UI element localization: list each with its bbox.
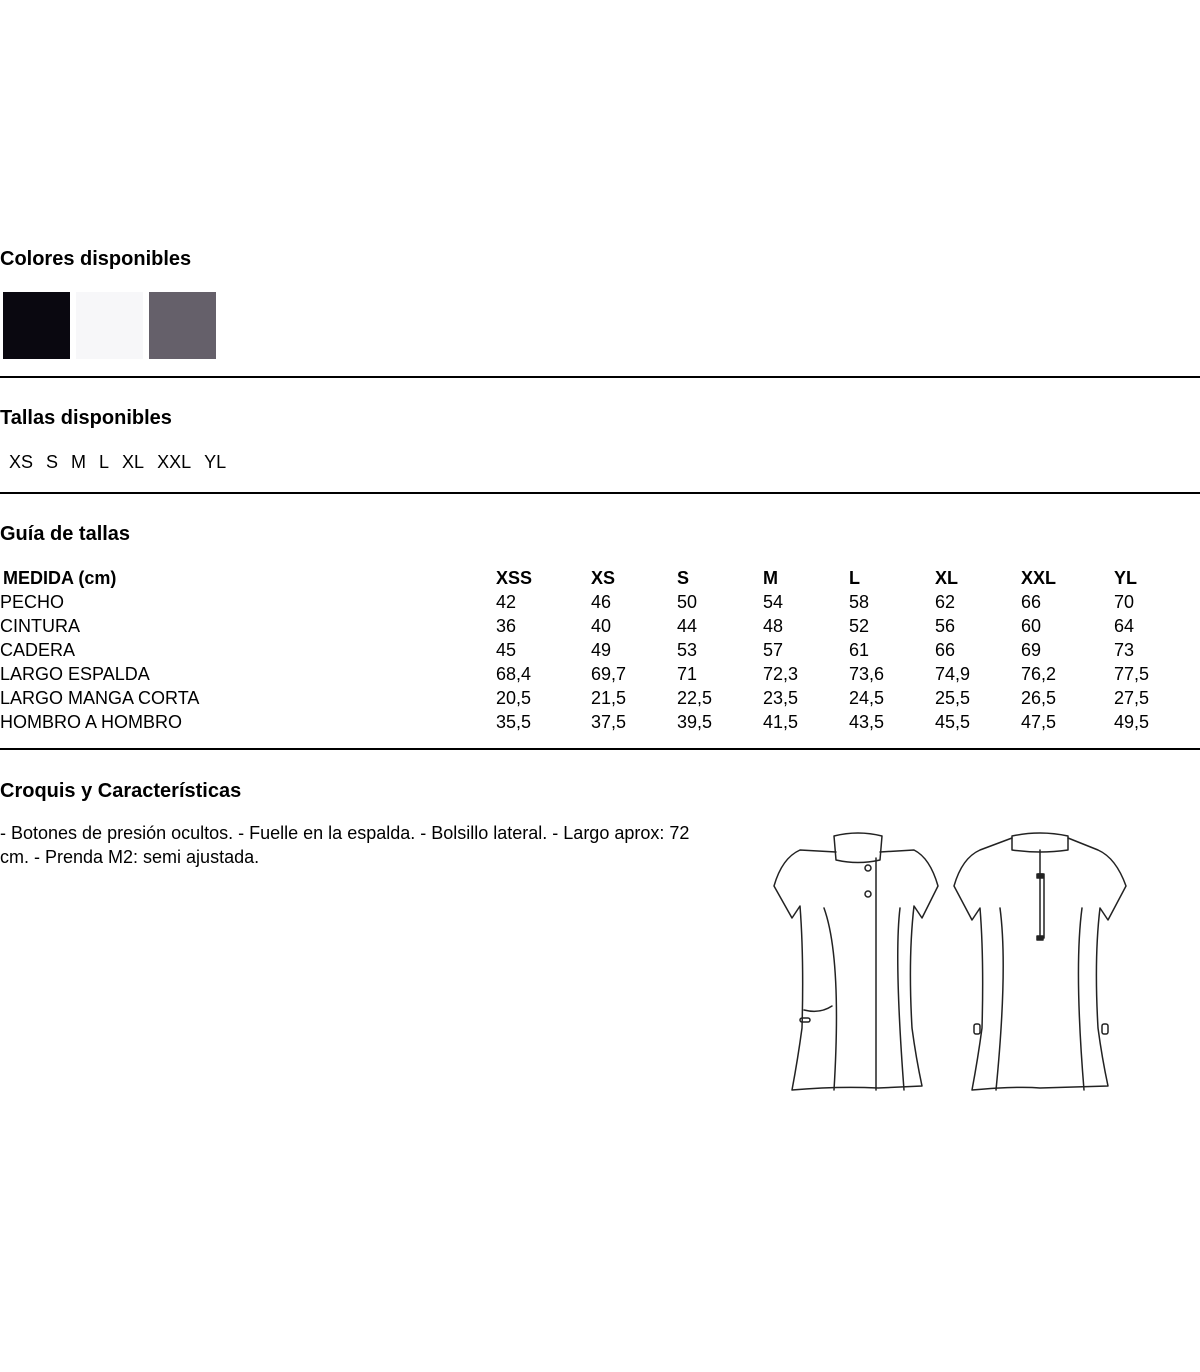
size-option[interactable]: YL <box>204 452 227 472</box>
color-swatches <box>3 292 222 359</box>
colors-title: Colores disponibles <box>0 248 192 270</box>
header-cell: XL <box>935 567 959 588</box>
table-cell: 69 <box>1021 639 1042 660</box>
table-cell: 76,2 <box>1021 663 1057 684</box>
header-cell: XSS <box>496 567 533 588</box>
table-cell: 58 <box>849 591 870 612</box>
table-cell: 70 <box>1114 591 1135 612</box>
table-cell: 64 <box>1114 615 1135 636</box>
table-row <box>0 710 1200 734</box>
table-cell: 52 <box>849 615 870 636</box>
table-row <box>0 662 1200 686</box>
gusset-tab <box>1037 874 1043 878</box>
divider <box>0 492 1200 494</box>
table-row <box>0 590 1200 614</box>
table-cell: 26,5 <box>1021 687 1057 708</box>
front-left-seam <box>824 908 836 1090</box>
size-option[interactable]: L <box>99 452 110 472</box>
table-cell: HOMBRO A HOMBRO <box>0 711 183 732</box>
table-cell: 41,5 <box>763 711 799 732</box>
garment-back-sketch <box>954 833 1126 1090</box>
table-cell: 46 <box>591 591 612 612</box>
table-cell: 47,5 <box>1021 711 1057 732</box>
table-cell: 68,4 <box>496 663 532 684</box>
table-cell: 42 <box>496 591 517 612</box>
table-cell: 45 <box>496 639 517 660</box>
side-tab <box>974 1024 980 1034</box>
table-cell: 56 <box>935 615 956 636</box>
table-cell: 37,5 <box>591 711 627 732</box>
table-row <box>0 638 1200 662</box>
header-cell: XXL <box>1021 567 1057 588</box>
table-cell: 54 <box>763 591 784 612</box>
table-cell: 50 <box>677 591 698 612</box>
table-cell: 61 <box>849 639 870 660</box>
size-option[interactable]: XL <box>122 452 145 472</box>
table-cell: 40 <box>591 615 612 636</box>
table-cell: 73,6 <box>849 663 885 684</box>
table-cell: 77,5 <box>1114 663 1150 684</box>
table-cell: 21,5 <box>591 687 627 708</box>
size-option[interactable]: S <box>46 452 59 472</box>
size-option[interactable]: M <box>71 452 87 472</box>
size-guide-table <box>0 566 1200 734</box>
divider <box>0 748 1200 750</box>
guide-title: Guía de tallas <box>0 523 131 545</box>
size-option[interactable]: XS <box>9 452 34 472</box>
side-pocket <box>804 1006 832 1011</box>
table-row <box>0 686 1200 710</box>
table-cell: 27,5 <box>1114 687 1150 708</box>
table-cell: 69,7 <box>591 663 627 684</box>
table-cell: 22,5 <box>677 687 713 708</box>
table-header-row <box>0 566 1200 590</box>
table-cell: 66 <box>935 639 956 660</box>
snap-button <box>865 891 871 897</box>
header-cell: M <box>763 567 778 588</box>
snap-button <box>865 865 871 871</box>
table-cell: 45,5 <box>935 711 971 732</box>
table-row <box>0 614 1200 638</box>
back-collar <box>1012 833 1068 852</box>
table-cell: 66 <box>1021 591 1042 612</box>
header-cell: L <box>849 567 860 588</box>
table-cell: LARGO MANGA CORTA <box>0 687 200 708</box>
color-swatch-black[interactable] <box>3 292 70 359</box>
header-cell: XS <box>591 567 616 588</box>
gusset-tab <box>1037 936 1043 940</box>
table-cell: 60 <box>1021 615 1042 636</box>
features-text: - Botones de presión ocultos. - Fuelle en la espalda. - Bolsillo lateral. - Largo aprox: 72 cm. - Prenda M2: semi ajustada. <box>0 823 690 867</box>
size-option[interactable]: XXL <box>157 452 192 472</box>
table-cell: 73 <box>1114 639 1135 660</box>
table-cell: 35,5 <box>496 711 532 732</box>
table-cell: 25,5 <box>935 687 971 708</box>
table-cell: 39,5 <box>677 711 713 732</box>
table-cell: 20,5 <box>496 687 532 708</box>
back-right-seam <box>1078 908 1084 1090</box>
table-cell: 53 <box>677 639 698 660</box>
table-cell: 43,5 <box>849 711 885 732</box>
table-cell: LARGO ESPALDA <box>0 663 150 684</box>
garment-sketch <box>768 828 1130 1098</box>
header-cell: S <box>677 567 690 588</box>
table-cell: 49,5 <box>1114 711 1150 732</box>
table-cell: 57 <box>763 639 784 660</box>
table-cell: 44 <box>677 615 698 636</box>
header-cell: YL <box>1114 567 1138 588</box>
front-body-outline <box>774 850 938 1090</box>
features-title: Croquis y Características <box>0 780 242 802</box>
back-gusset <box>1038 874 1044 938</box>
table-cell: 74,9 <box>935 663 971 684</box>
table-cell: CADERA <box>0 639 76 660</box>
size-list <box>9 452 239 473</box>
back-left-seam <box>996 908 1003 1090</box>
table-cell: 71 <box>677 663 698 684</box>
header-cell: MEDIDA (cm) <box>3 567 117 588</box>
color-swatch-white[interactable] <box>76 292 143 359</box>
color-swatch-grey[interactable] <box>149 292 216 359</box>
table-cell: 49 <box>591 639 612 660</box>
front-right-seam <box>898 908 904 1090</box>
table-cell: 72,3 <box>763 663 799 684</box>
front-collar <box>834 833 882 863</box>
table-cell: 48 <box>763 615 784 636</box>
table-cell: 23,5 <box>763 687 799 708</box>
table-cell: PECHO <box>0 591 65 612</box>
garment-front-sketch <box>774 833 938 1090</box>
sizes-title: Tallas disponibles <box>0 407 172 429</box>
side-tab <box>1102 1024 1108 1034</box>
table-cell: 62 <box>935 591 956 612</box>
table-cell: CINTURA <box>0 615 80 636</box>
divider <box>0 376 1200 378</box>
table-cell: 36 <box>496 615 517 636</box>
table-cell: 24,5 <box>849 687 885 708</box>
